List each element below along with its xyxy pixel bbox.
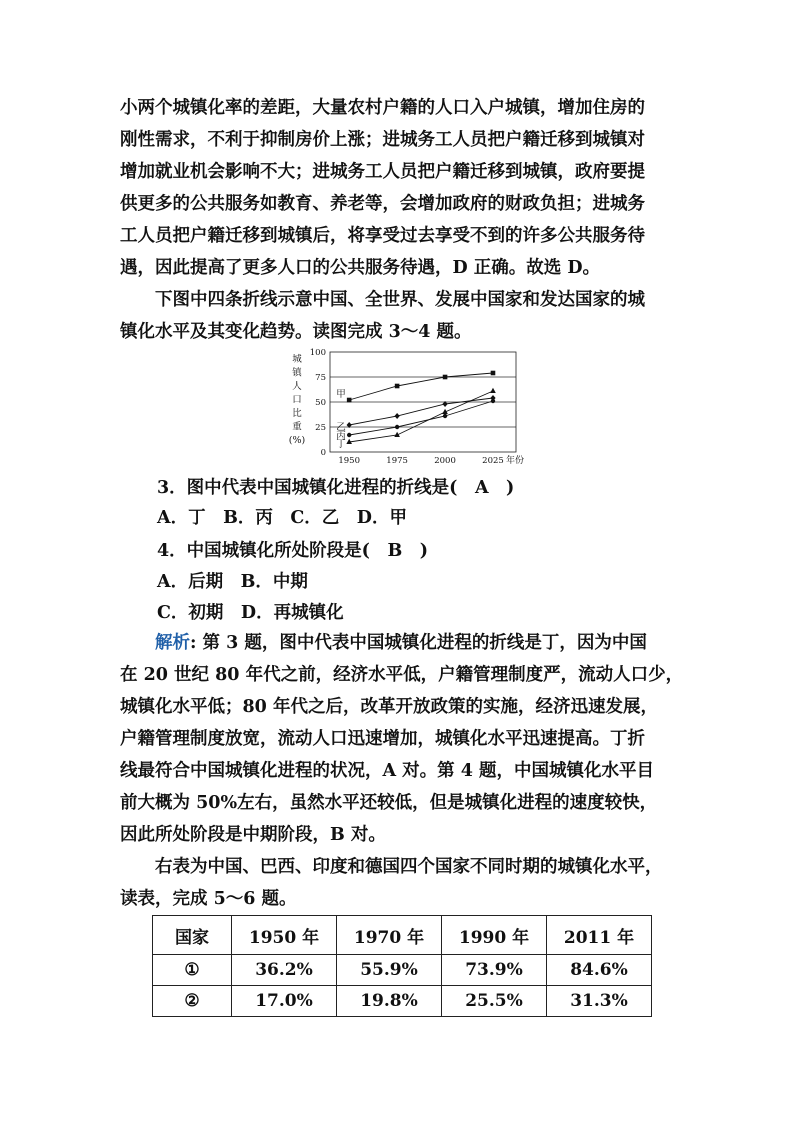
question-4-options-row1: A．后期 B．中期 — [157, 572, 308, 592]
table-row — [153, 986, 652, 1017]
y-axis-label-char: 比 — [292, 408, 302, 419]
data-point — [491, 371, 496, 376]
x-tick-label: 1975 — [386, 456, 408, 466]
y-tick-labels — [310, 348, 326, 458]
urbanization-line-chart — [280, 346, 550, 470]
data-point — [347, 398, 352, 403]
text-line: 因此所处阶段是中期阶段，B 对。 — [120, 825, 386, 845]
y-axis-label-char: 口 — [292, 394, 302, 406]
data-point — [395, 384, 400, 389]
data-point — [395, 413, 400, 419]
data-point — [395, 425, 399, 429]
text-line: 小两个城镇化率的差距，大量农村户籍的人口入户城镇，增加住房的 — [120, 98, 645, 118]
x-tick-labels — [338, 456, 503, 466]
table-cell: 19.8% — [337, 986, 442, 1017]
chart-intro-paragraph — [120, 284, 680, 348]
y-tick-label: 0 — [320, 448, 326, 458]
text-line: 线最符合中国城镇化进程的状况，A 对。第 4 题，中国城镇化水平目 — [120, 761, 655, 781]
table-cell: 31.3% — [547, 986, 652, 1017]
table-cell: 73.9% — [442, 955, 547, 986]
text-line: 镇化水平及其变化趋势。读图完成 3～4 题。 — [120, 322, 472, 342]
text-span: : 第 3 题，图中代表中国城镇化进程的折线是丁，因为中国 — [190, 633, 647, 653]
series-label: 乙 — [336, 422, 346, 433]
x-axis-label: 年份 — [506, 456, 525, 466]
table-cell: 17.0% — [232, 986, 337, 1017]
text-line: 增加就业机会影响不大；进城务工人员把户籍迁移到城镇，政府要提 — [120, 162, 645, 182]
y-axis-label-char: 城 — [292, 354, 302, 365]
table-header-cell: 2011 年 — [547, 916, 652, 955]
series-label: 丙 — [336, 431, 346, 442]
table-header-cell: 国家 — [153, 916, 232, 955]
data-point — [347, 433, 351, 437]
question-3-stem: 3．图中代表中国城镇化进程的折线是( A ) — [157, 478, 515, 498]
y-axis-label-char: (%) — [288, 435, 306, 446]
table-cell: 36.2% — [232, 955, 337, 986]
question-4-options-row2: C．初期 D．再城镇化 — [157, 603, 344, 623]
question-3-options: A．丁 B．丙 C．乙 D．甲 — [157, 508, 407, 528]
series-label: 甲 — [336, 389, 346, 400]
table-cell: 25.5% — [442, 986, 547, 1017]
y-tick-label: 100 — [309, 348, 326, 358]
table-row — [153, 955, 652, 986]
series-line-3 — [349, 401, 493, 435]
table-header-row — [153, 916, 652, 955]
intro-paragraph — [120, 92, 680, 284]
analysis-label: 解析 — [155, 633, 190, 653]
text-line: 读表，完成 5～6 题。 — [120, 889, 297, 909]
data-point — [491, 399, 495, 403]
y-tick-label: 75 — [315, 373, 326, 383]
data-point — [443, 375, 448, 380]
data-point — [490, 388, 496, 393]
y-tick-label: 50 — [315, 398, 326, 408]
data-point — [443, 414, 447, 418]
x-tick-label: 1950 — [338, 456, 360, 466]
table-cell: ① — [153, 955, 232, 986]
y-axis-label-char: 人 — [292, 381, 302, 392]
text-line: 遇，因此提高了更多人口的公共服务待遇，D 正确。故选 D。 — [120, 258, 601, 278]
text-line: 下图中四条折线示意中国、全世界、发展中国家和发达国家的城 — [155, 290, 645, 310]
y-tick-label: 25 — [315, 423, 326, 433]
analysis-paragraph — [120, 627, 684, 851]
text-line: 工人员把户籍迁移到城镇后，将享受过去享受不到的许多公共服务待 — [120, 226, 645, 246]
table-header-cell: 1950 年 — [232, 916, 337, 955]
series-line-4 — [349, 391, 493, 442]
series-lines — [336, 371, 496, 450]
table-cell: 55.9% — [337, 955, 442, 986]
y-axis-label — [289, 353, 305, 446]
analysis-first-line — [120, 627, 680, 659]
y-axis-label-char: 镇 — [292, 367, 302, 379]
table-cell: ② — [153, 986, 232, 1017]
text-line: 在 20 世纪 80 年代之前，经济水平低，户籍管理制度严，流动人口少， — [120, 665, 684, 685]
table-header-cell: 1970 年 — [337, 916, 442, 955]
table-header-cell: 1990 年 — [442, 916, 547, 955]
x-tick-label: 2000 — [434, 456, 456, 466]
text-line: 前大概为 50%左右，虽然水平还较低，但是城镇化进程的速度较快， — [120, 793, 658, 813]
text-line: 右表为中国、巴西、印度和德国四个国家不同时期的城镇化水平， — [155, 857, 663, 877]
series-label: 丁 — [336, 439, 346, 450]
y-axis-label-char: 重 — [292, 421, 302, 433]
text-line: 城镇化水平低；80 年代之后，改革开放政策的实施，经济迅速发展， — [120, 697, 658, 717]
text-line: 户籍管理制度放宽，流动人口迅速增加，城镇化水平迅速提高。丁折 — [120, 729, 645, 749]
gridlines — [330, 377, 516, 427]
text-line: 供更多的公共服务如教育、养老等，会增加政府的财政负担；进城务 — [120, 194, 645, 214]
text-line: 刚性需求，不利于抑制房价上涨；进城务工人员把户籍迁移到城镇对 — [120, 130, 645, 150]
table-intro-paragraph — [120, 851, 680, 915]
question-4-stem: 4．中国城镇化所处阶段是( B ) — [157, 541, 429, 561]
x-tick-label: 2025 — [482, 456, 504, 466]
urbanization-table — [152, 915, 652, 1017]
table-cell: 84.6% — [547, 955, 652, 986]
